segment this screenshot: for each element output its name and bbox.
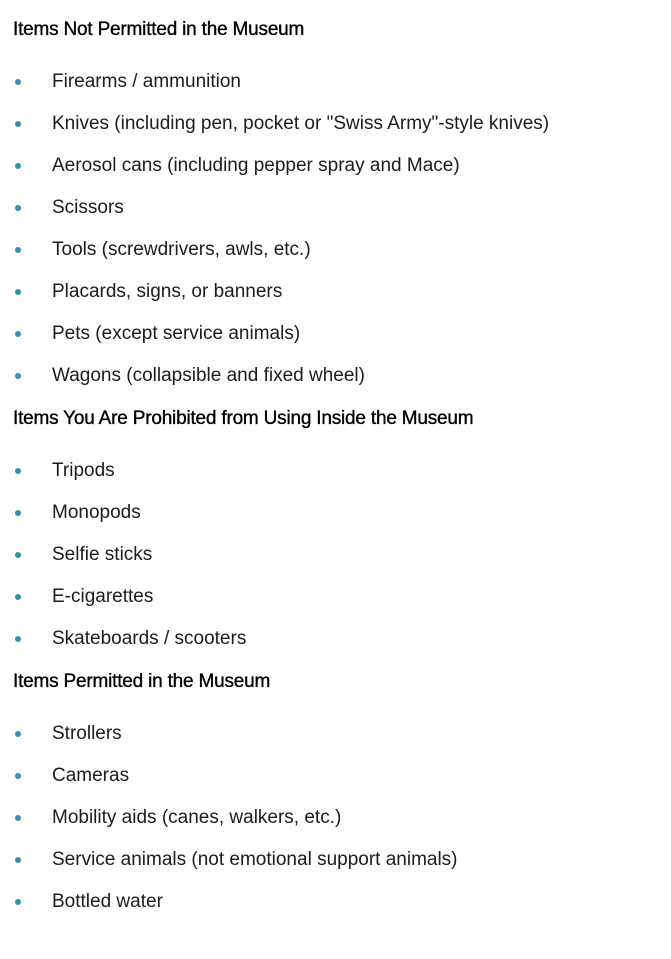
list-item-text: Scissors: [52, 197, 124, 218]
list-item: [13, 797, 671, 839]
section-title-permitted: Items Permitted in the Museum: [13, 671, 271, 692]
section-title-prohibited-use: Items You Are Prohibited from Using Inside the Museum: [13, 408, 474, 429]
bullet-icon: [15, 163, 21, 169]
list-item: [13, 492, 671, 534]
section-permitted: [13, 668, 671, 923]
list-item: [13, 618, 671, 660]
bullet-icon: [15, 899, 21, 905]
list-item-text: Aerosol cans (including pepper spray and Mace): [52, 155, 460, 176]
list-item: [13, 313, 671, 355]
bullet-icon: [15, 773, 21, 779]
list-item-text: Knives (including pen, pocket or "Swiss Army"-style knives): [52, 113, 550, 134]
prohibited-use-list: [13, 450, 671, 660]
bullet-icon: [15, 121, 21, 127]
list-item: [13, 881, 671, 923]
list-item: [13, 271, 671, 313]
list-item: [13, 534, 671, 576]
list-item-text: Service animals (not emotional support animals): [52, 849, 458, 870]
list-item: [13, 187, 671, 229]
section-prohibited-use: [13, 405, 671, 660]
bullet-icon: [15, 636, 21, 642]
list-item: [13, 713, 671, 755]
list-item: [13, 839, 671, 881]
list-item-text: Tools (screwdrivers, awls, etc.): [52, 239, 311, 260]
bullet-icon: [15, 552, 21, 558]
section-not-permitted: [13, 16, 671, 397]
section-title-not-permitted: Items Not Permitted in the Museum: [13, 19, 305, 40]
list-item-text: Monopods: [52, 502, 141, 523]
bullet-icon: [15, 594, 21, 600]
not-permitted-list: [13, 61, 671, 397]
list-item-text: Tripods: [52, 460, 115, 481]
list-item-text: Wagons (collapsible and fixed wheel): [52, 365, 365, 386]
list-item: [13, 576, 671, 618]
bullet-icon: [15, 510, 21, 516]
list-item-text: Pets (except service animals): [52, 323, 301, 344]
list-item-text: Mobility aids (canes, walkers, etc.): [52, 807, 342, 828]
bullet-icon: [15, 468, 21, 474]
bullet-icon: [15, 289, 21, 295]
list-item-text: E-cigarettes: [52, 586, 154, 607]
list-item: [13, 145, 671, 187]
permitted-list: [13, 713, 671, 923]
bullet-icon: [15, 247, 21, 253]
list-item: [13, 61, 671, 103]
bullet-icon: [15, 79, 21, 85]
list-item: [13, 355, 671, 397]
bullet-icon: [15, 815, 21, 821]
list-item: [13, 103, 671, 145]
list-item-text: Skateboards / scooters: [52, 628, 247, 649]
bullet-icon: [15, 331, 21, 337]
list-item-text: Firearms / ammunition: [52, 71, 241, 92]
list-item-text: Placards, signs, or banners: [52, 281, 283, 302]
bullet-icon: [15, 205, 21, 211]
list-item-text: Bottled water: [52, 891, 163, 912]
bullet-icon: [15, 731, 21, 737]
bullet-icon: [15, 373, 21, 379]
list-item-text: Cameras: [52, 765, 130, 786]
list-item: [13, 450, 671, 492]
list-item: [13, 755, 671, 797]
bullet-icon: [15, 857, 21, 863]
list-item: [13, 229, 671, 271]
list-item-text: Selfie sticks: [52, 544, 153, 565]
list-item-text: Strollers: [52, 723, 122, 744]
